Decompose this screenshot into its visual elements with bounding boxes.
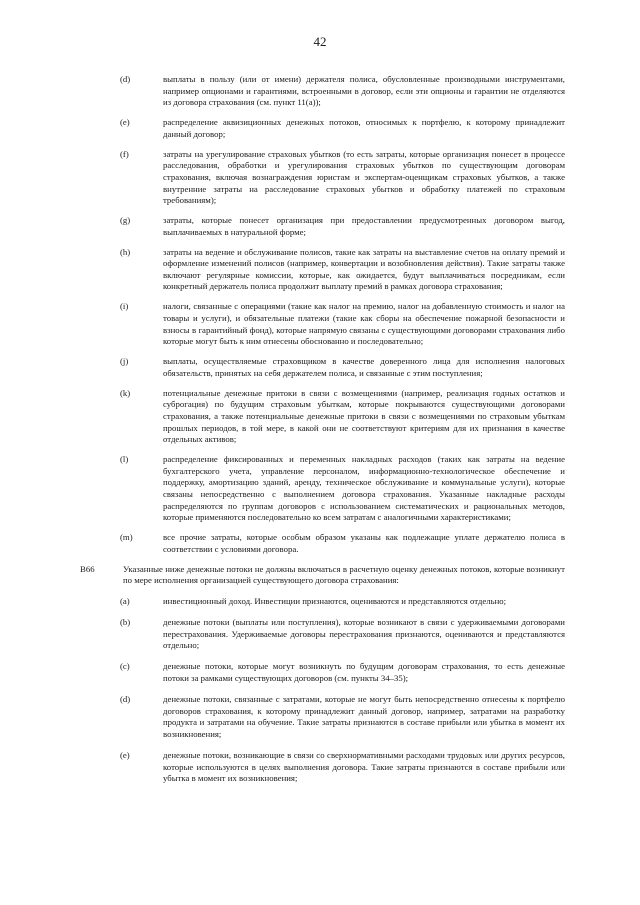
document-body <box>80 74 565 795</box>
list-item <box>80 301 565 347</box>
list-item-letter: (g) <box>120 215 131 226</box>
excluded-cash-flow-list <box>80 596 565 785</box>
list-item <box>80 661 565 684</box>
list-item-letter: (j) <box>120 356 129 367</box>
list-item-text: потенциальные денежные притоки в связи с возмещениями (например, реализация годных остатков и суброгация) по будущим страховым убыткам, которые покрываются существующими договорами страхования, а также потенциальные денежные притоки в связи с возмещениями по страховым убыткам прошлых периодов, в той мере, в какой они не соответствуют критериям для их признания в качестве отдельных активов; <box>163 387 565 445</box>
list-item-letter: (k) <box>120 387 131 398</box>
list-item-text: налоги, связанные с операциями (такие как налог на премию, налог на добавленную стоимость и налог на товары и услуги), и обязательные платежи (такие как сборы на обеспечение пожарной безопасности и взносы в гарантийный фонд), которые напрямую связаны с существующими договорами страхования либо которые могут быть к ним отнесены обоснованно и последовательно; <box>163 301 565 347</box>
list-item-text: все прочие затраты, которые особым образом указаны как подлежащие уплате держателю полиса в соответствии с условиями договора. <box>163 532 565 554</box>
list-item-text: затраты на ведение и обслуживание полисов, такие как затраты на выставление счетов на оплату премий и оформление изменений полисов (например, конвертации и возобновления действия). Такие затраты также включают регулярные комиссии, которые, как ожидается, будут выплачиваться посредникам, если конкретный держатель полиса продолжит выплату премий в рамках договора страхования; <box>163 246 565 292</box>
list-item-letter: (e) <box>120 117 130 128</box>
list-item <box>80 149 565 207</box>
list-item-letter: (m) <box>120 532 133 543</box>
list-item <box>80 117 565 140</box>
list-item-text: денежные потоки, которые могут возникнуть по будущим договорам страхования, то есть денежные потоки за рамками существующих договоров (см. пункты 34–35); <box>163 661 565 684</box>
list-item-letter: (a) <box>120 595 130 606</box>
list-item-text: денежные потоки, связанные с затратами, которые не могут быть непосредственно отнесены к портфелю договоров страхования, к которому принадлежит данный договор, например, затратами на разработку продукта и затратами на обучение. Такие затраты признаются в составе прибыли или убытка в момент их возникновения; <box>163 694 565 739</box>
list-item <box>80 532 565 555</box>
list-item-text: инвестиционный доход. Инвестиции признаются, оцениваются и представляются отдельно; <box>163 595 507 606</box>
list-item-text: выплаты в пользу (или от имени) держателя полиса, обусловленные производными инструментами, например опционами и гарантиями, встроенными в договор, если эти опционы и гарантии не отделяются из договора страхования (см. пункт 11(а)); <box>163 74 565 108</box>
list-item <box>80 694 565 740</box>
page-number: 42 <box>313 34 327 49</box>
list-item <box>80 74 565 109</box>
list-item-letter: (i) <box>120 301 129 312</box>
list-item <box>80 247 565 293</box>
list-item-text: затраты на урегулирование страховых убытков (то есть затраты, которые организация понесет в процессе расследования, обработки и урегулирования страховых убытков по существующим договорам страхования, включая вознаграждения юристам и экспертам-оценщикам страховых убытков, а также внутренние затраты на расследование страховых убытков и обработку платежей по страховым требованиям); <box>163 148 565 206</box>
list-item-letter: (c) <box>120 661 130 672</box>
list-item-text: выплаты, осуществляемые страховщиком в качестве доверенного лица для исполнения налоговых обязательств, принятых на себя держателем полиса, и связанные с этим поступления; <box>163 356 565 378</box>
list-item-text: распределение аквизиционных денежных потоков, относимых к портфелю, к которому принадлежит данный договор; <box>163 117 565 139</box>
list-item-letter: (e) <box>120 750 130 761</box>
list-item-letter: (d) <box>120 694 131 705</box>
list-item-text: денежные потоки (выплаты или поступления), которые возникают в связи с удерживаемыми договорами перестрахования. Удерживаемые договоры перестрахования признаются, оцениваются и представляются отдельно; <box>163 617 565 651</box>
list-item <box>80 388 565 446</box>
cash-flow-list <box>80 74 565 555</box>
list-item <box>80 617 565 652</box>
list-item <box>80 356 565 379</box>
list-item-text: затраты, которые понесет организация при предоставлении предусмотренных договором выгод, выплачиваемых в натуральной форме; <box>163 215 565 237</box>
list-item-letter: (f) <box>120 148 129 159</box>
paragraph-b66 <box>80 564 565 587</box>
paragraph-code: B66 <box>80 563 95 574</box>
list-item-letter: (b) <box>120 617 131 628</box>
list-item-text: денежные потоки, возникающие в связи со сверхнормативными расходами трудовых или других ресурсов, которые используются в целях выполнения договора. Такие затраты признаются в составе прибыли или убытка в момент их возникновения; <box>163 750 565 784</box>
list-item-letter: (d) <box>120 74 131 84</box>
list-item-text: распределение фиксированных и переменных накладных расходов (таких как затраты на ведение бухгалтерского учета, управление персоналом, информационно-технологическое обеспечение и поддержку, амортизацию зданий, аренду, техническое обслуживание и коммунальные услуги), которые связаны непосредственно с выполнением договора страхования. Указанные накладные расходы распределяются по группам договоров с использованием систематических и рациональных методов, которые применяются последовательно ко всем затратам с аналогичными характеристиками; <box>163 454 565 523</box>
list-item <box>80 454 565 524</box>
list-item <box>80 750 565 785</box>
list-item <box>80 215 565 238</box>
list-item <box>80 596 565 608</box>
paragraph-text: Указанные ниже денежные потоки не должны включаться в расчетную оценку денежных потоков, которые возникнут по мере исполнения организацией существующего договора страхования: <box>123 563 565 586</box>
list-item-letter: (h) <box>120 246 131 257</box>
list-item-letter: (l) <box>120 454 129 465</box>
